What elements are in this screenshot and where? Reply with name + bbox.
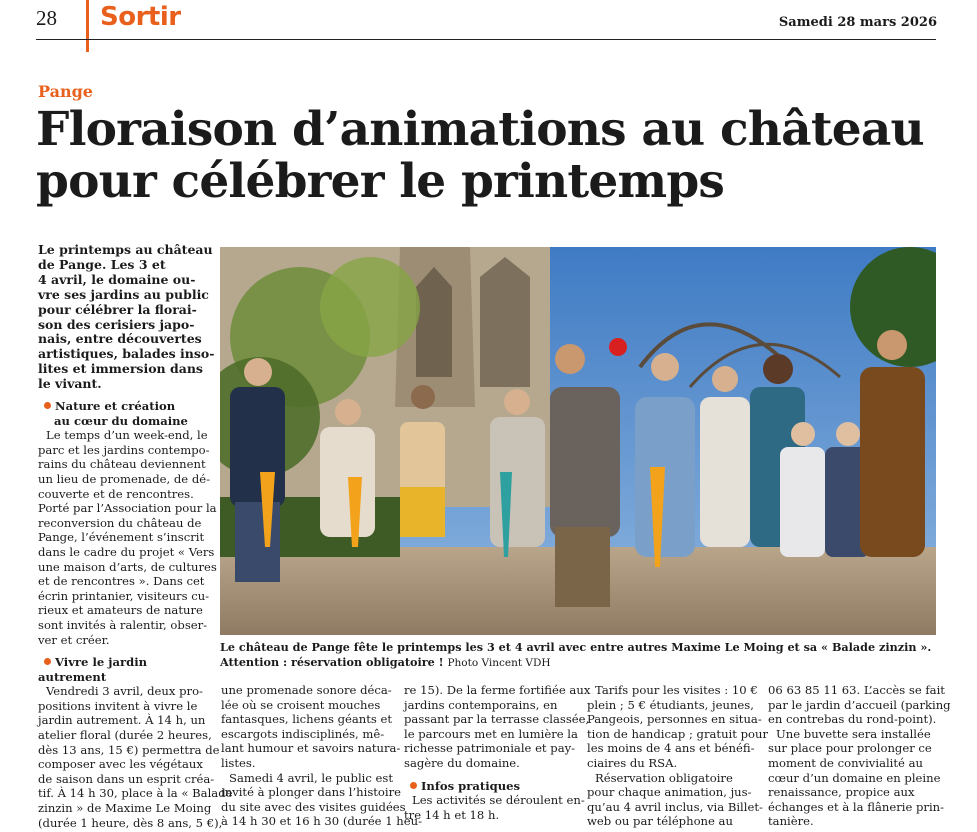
body-line: Les activités se déroulent en- (412, 793, 585, 808)
article-kicker: Pange (38, 82, 93, 101)
bullet-dot-icon (44, 402, 51, 409)
body-line: jardin autrement. À 14 h, un (38, 713, 206, 728)
body-line: tion de handicap ; gratuit pour (587, 726, 769, 741)
body-line: positions invitent à vivre le (38, 698, 198, 713)
section-divider (86, 0, 89, 52)
caption-line: Attention : réservation obligatoire ! Photo Vincent VDH (220, 654, 551, 669)
lead-line: 4 avril, le domaine ou- (38, 271, 196, 287)
body-line: composer avec les végétaux (38, 757, 203, 772)
body-line: échanges et à la flânerie prin- (768, 799, 945, 814)
body-line: cœur d’un domaine en pleine (768, 770, 941, 785)
column-5 (768, 683, 951, 829)
column-4 (587, 683, 769, 829)
header-rule (36, 39, 936, 40)
headline-line: pour célébrer le printemps (36, 154, 725, 209)
body-line: de saison dans un esprit créa- (38, 771, 215, 786)
issue-date: Samedi 28 mars 2026 (778, 15, 937, 30)
lead-line: de Pange. Les 3 et (38, 256, 166, 272)
body-line: tif. À 14 h 30, place à la « Balade (38, 786, 233, 801)
column-3 (404, 683, 591, 822)
body-line: en contrebas du rond-point). (768, 712, 937, 727)
section-nature (38, 399, 217, 647)
body-line: à 14 h 30 et 16 h 30 (durée 1 heu- (221, 814, 422, 829)
lead-line: lites et immersion dans (38, 361, 203, 377)
lead-line: son des cerisiers japo- (38, 316, 195, 332)
body-line: Samedi 4 avril, le public est (229, 770, 394, 785)
body-line: moment de convivialité au (768, 755, 923, 770)
body-line: par le jardin d’accueil (parking (768, 697, 951, 712)
body-line: pour chaque animation, jus- (587, 785, 752, 800)
body-line: zinzin » de Maxime Le Moing (38, 800, 212, 815)
body-line: richesse patrimoniale et pay- (404, 741, 576, 756)
body-line: les moins de 4 ans et bénéfi- (587, 741, 755, 756)
body-line: du site avec des visites guidées (221, 799, 406, 814)
lead-line: le vivant. (38, 376, 102, 392)
body-line: invité à plonger dans l’histoire (221, 785, 402, 800)
body-line: le parcours met en lumière la (404, 726, 578, 741)
body-line: Pangeois, personnes en situa- (587, 712, 762, 727)
photo-credit: Photo Vincent VDH (447, 656, 551, 669)
body-line: lant humour et savoirs natura- (221, 741, 401, 756)
body-line: rieux et amateurs de nature (38, 603, 203, 618)
article-photo (220, 247, 936, 635)
subhead-line: Vivre le jardin (38, 655, 214, 670)
body-line: Pange, l’événement s’inscrit (38, 530, 205, 545)
lead-line: artistiques, balades inso- (38, 346, 215, 362)
article-headline (36, 104, 956, 208)
page-number: 28 (36, 6, 57, 30)
body-line: dès 13 ans, 15 €) permettra de (38, 742, 220, 757)
body-line: rains du château deviennent (38, 457, 206, 472)
subhead-line: autrement (38, 669, 107, 684)
body-line: couverte et de rencontres. (38, 486, 194, 501)
body-line: Le temps d’un week-end, le (46, 428, 208, 443)
body-line: ciaires du RSA. (587, 755, 678, 770)
body-line: web ou par téléphone au (587, 814, 733, 829)
body-line: re 15). De la ferme fortifiée aux (404, 683, 591, 697)
body-line: Vendredi 3 avril, deux pro- (46, 684, 203, 699)
body-line: renaissance, propice aux (768, 785, 915, 800)
body-line: 06 63 85 11 63. L’accès se fait (768, 683, 945, 697)
bullet-dot-icon (44, 658, 51, 665)
section-jardin (38, 655, 233, 830)
body-line: tre 14 h et 18 h. (404, 807, 500, 822)
body-line: atelier floral (durée 2 heures, (38, 727, 212, 742)
body-line: qu’au 4 avril inclus, via Billet- (587, 799, 763, 814)
caption-line: Le château de Pange fête le printemps les 3 et 4 avril avec entre autres Maxime Le Moing et sa « Balade zinzin ». (220, 640, 932, 654)
body-line: tanière. (768, 814, 814, 829)
article-lead (38, 242, 215, 392)
lead-line: Le printemps au château (38, 242, 213, 257)
body-line: escargots indisciplinés, mê- (221, 726, 385, 741)
body-line: dans le cadre du projet « Vers (38, 544, 215, 559)
subhead-line: Nature et création (38, 399, 214, 414)
body-line: reconversion du château de (38, 515, 202, 530)
body-line: fantasques, lichens géants et (221, 712, 393, 727)
body-line: (durée 1 heure, dès 8 ans, 5 €), (38, 815, 223, 830)
body-line: ver et créer. (38, 632, 110, 647)
lead-line: nais, entre découvertes (38, 331, 202, 347)
body-line: parc et les jardins contempo- (38, 442, 210, 457)
subhead-line: Infos pratiques (404, 779, 576, 794)
body-line: Tarifs pour les visites : 10 € (595, 683, 758, 697)
body-line: et de rencontres ». Dans cet (38, 574, 205, 589)
body-line: listes. (221, 755, 256, 770)
body-line: jardins contemporains, en (404, 697, 558, 712)
body-line: Réservation obligatoire (595, 770, 733, 785)
body-line: un lieu de promenade, de dé- (38, 471, 211, 486)
body-line: sur place pour prolonger ce (768, 741, 932, 756)
body-line: sont invités à ralentir, obser- (38, 617, 208, 632)
body-line: une promenade sonore déca- (221, 683, 392, 697)
body-line: une maison d’arts, de cultures (38, 559, 217, 574)
lead-line: vre ses jardins au public (38, 286, 209, 302)
body-line: Porté par l’Association pour la (38, 501, 217, 516)
subhead-line: au cœur du domaine (54, 413, 188, 428)
body-line: lée où se croisent mouches (221, 697, 381, 712)
body-line: Une buvette sera installée (776, 726, 931, 741)
body-line: passant par la terrasse classée, (404, 712, 590, 727)
bullet-dot-icon (410, 782, 417, 789)
headline-line: Floraison d’animations au château (36, 102, 924, 157)
section-title: Sortir (100, 2, 181, 32)
lead-line: pour célébrer la florai- (38, 301, 197, 317)
body-line: écrin printanier, visiteurs cu- (38, 588, 210, 603)
column-2 (221, 683, 422, 829)
body-line: sagère du domaine. (404, 755, 520, 770)
photo-caption (220, 640, 936, 671)
body-line: plein ; 5 € étudiants, jeunes, (587, 697, 754, 712)
